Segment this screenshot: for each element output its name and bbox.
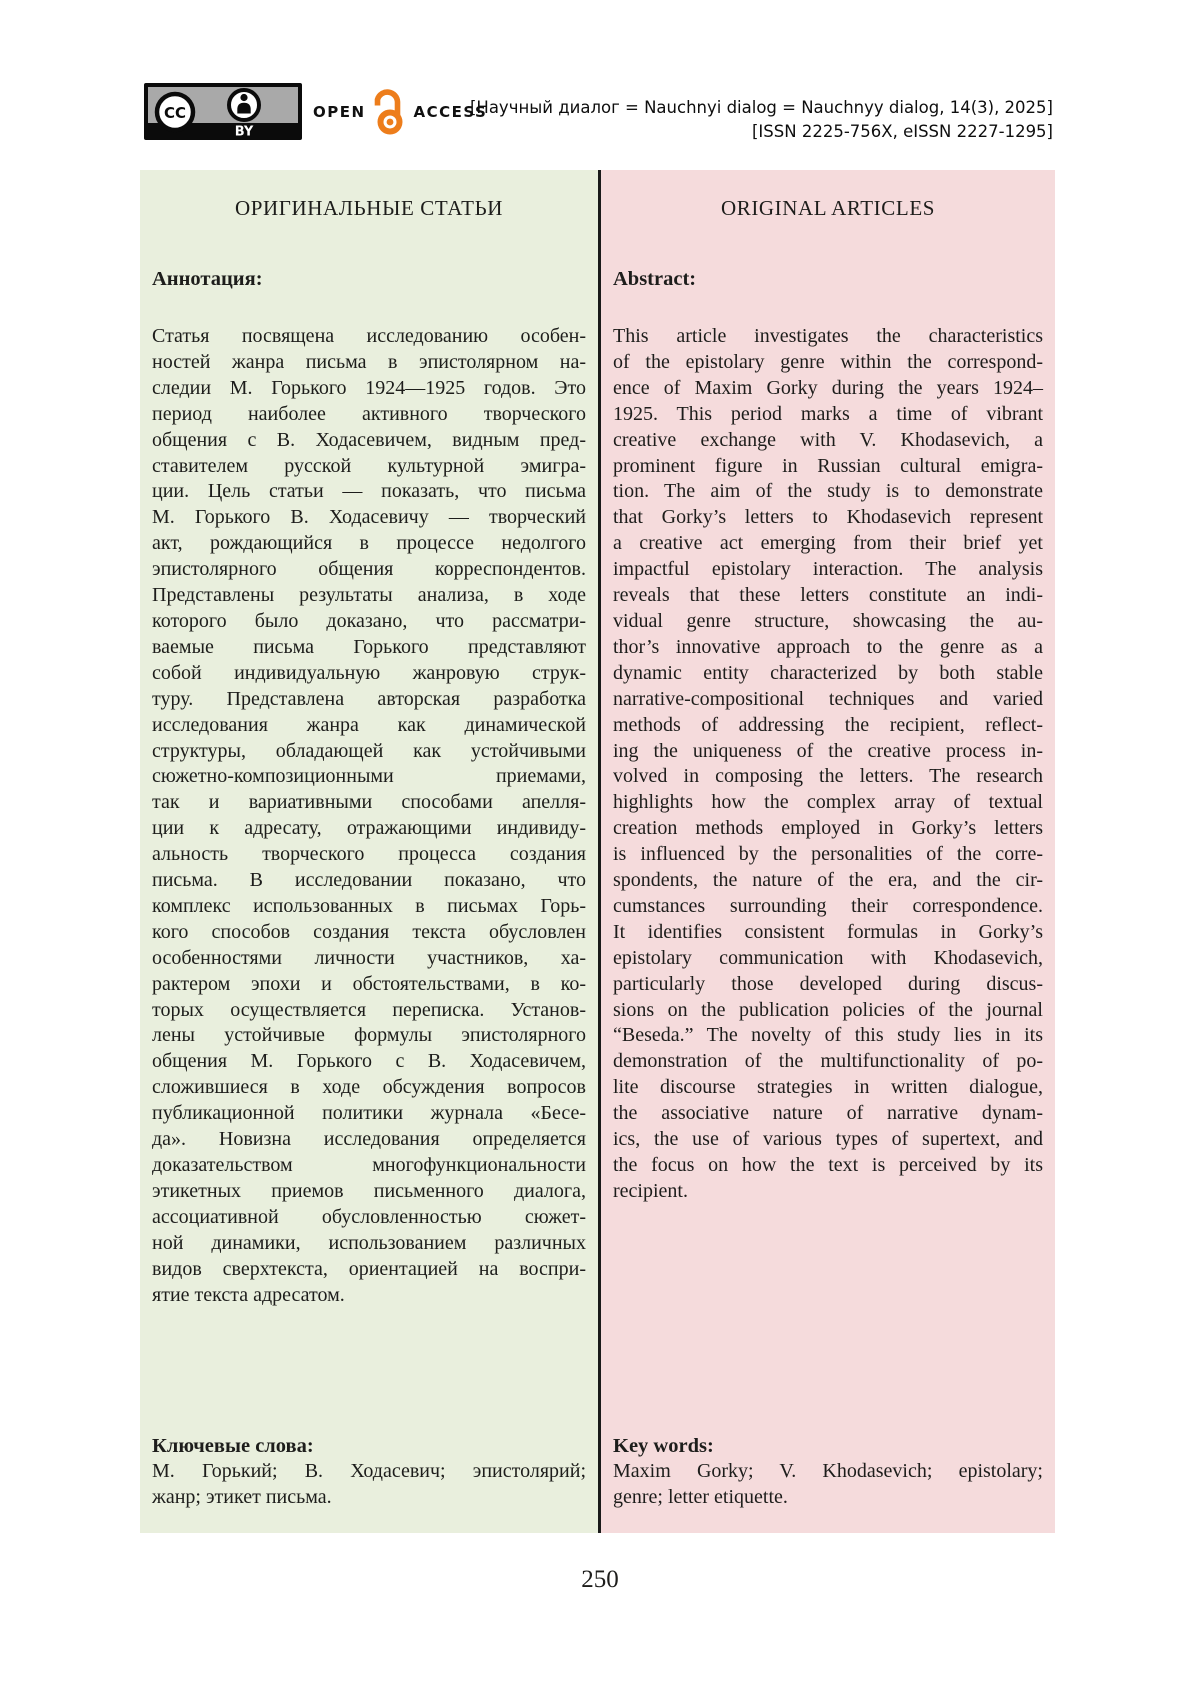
text-line: особенностями личности участников, ха- bbox=[152, 946, 586, 969]
open-label: OPEN bbox=[313, 103, 366, 121]
text-line: a creative act emerging from their brief yet bbox=[613, 532, 1043, 555]
text-line: письма. В исследовании показано, что bbox=[152, 869, 586, 892]
text-line: собой индивидуальную жанровую струк- bbox=[152, 661, 586, 684]
text-line: thor’s innovative approach to the genre as a bbox=[613, 635, 1043, 658]
text-line: cumstances surrounding their correspondence. bbox=[613, 894, 1043, 917]
spacer bbox=[613, 1205, 1043, 1433]
text-line: доказательством многофункциональности bbox=[152, 1154, 586, 1176]
text-line: sions on the publication policies of the journal bbox=[613, 998, 1043, 1021]
text-line: reveals that these letters constitute an indi- bbox=[613, 584, 1043, 607]
text-line: общения М. Горького с В. Ходасевичем, bbox=[152, 1050, 586, 1073]
text-line: methods of addressing the recipient, reflect- bbox=[613, 713, 1043, 736]
text-line: торых осуществляется переписка. Установ- bbox=[152, 998, 586, 1021]
text-line: комплекс использованных в письмах Горь- bbox=[152, 894, 586, 917]
text-line: ностей жанра письма в эпистолярном на- bbox=[152, 350, 586, 373]
text-line: исследования жанра как динамической bbox=[152, 713, 586, 736]
citation-line-1: [Научный диалог = Nauchnyi dialog = Nauchnyy dialog, 14(3), 2025] bbox=[469, 98, 1053, 117]
text-line: да». Новизна исследования определяется bbox=[152, 1128, 586, 1151]
keywords-block-ru bbox=[152, 1433, 586, 1511]
abstract-label-ru: Аннотация: bbox=[152, 268, 263, 290]
text-line: сюжетно-композиционными приемами, bbox=[152, 765, 586, 788]
text-line: epistolary communication with Khodasevich, bbox=[613, 946, 1043, 969]
text-line: период наиболее активного творческого bbox=[152, 402, 586, 425]
text-line: of the epistolary genre within the correspond- bbox=[613, 350, 1043, 373]
text-line: This article investigates the characteristics bbox=[613, 325, 1043, 347]
text-line: the focus on how the text is perceived by its bbox=[613, 1154, 1043, 1176]
text-line: М. Горький; В. Ходасевич; эпистолярий; bbox=[152, 1460, 586, 1483]
english-column bbox=[601, 170, 1055, 1533]
text-line: жанр; этикет письма. bbox=[152, 1486, 332, 1509]
text-line: ence of Maxim Gorky during the years 1924– bbox=[613, 376, 1043, 399]
text-line: volved in composing the letters. The research bbox=[613, 765, 1043, 788]
cc-by-badge bbox=[144, 83, 302, 140]
text-line: creation methods employed in Gorky’s letters bbox=[613, 817, 1043, 840]
text-line: “Beseda.” The novelty of this study lies in its bbox=[613, 1024, 1043, 1047]
text-line: общения с В. Ходасевичем, видным пред- bbox=[152, 428, 586, 451]
text-line: Maxim Gorky; V. Khodasevich; epistolary; bbox=[613, 1460, 1043, 1483]
text-line: Представлены результаты анализа, в ходе bbox=[152, 584, 586, 607]
text-line: ics, the use of various types of supertext, and bbox=[613, 1128, 1043, 1151]
text-line: этикетных приемов письменного диалога, bbox=[152, 1179, 586, 1202]
text-line: так и вариативными способами апелля- bbox=[152, 791, 586, 814]
text-line: структуры, обладающей как устойчивыми bbox=[152, 739, 586, 762]
text-line: creative exchange with V. Khodasevich, a bbox=[613, 428, 1043, 451]
text-line: ции к адресату, отражающими индивиду- bbox=[152, 817, 586, 840]
person-icon bbox=[229, 90, 259, 120]
text-line: ассоциативной обусловленностью сюжет- bbox=[152, 1205, 586, 1228]
text-line: tion. The aim of the study is to demonstrate bbox=[613, 480, 1043, 503]
text-line: the associative nature of narrative dynam- bbox=[613, 1102, 1043, 1125]
abstract-body-en bbox=[613, 324, 1043, 1205]
journal-citation bbox=[470, 96, 1053, 144]
keywords-label-ru: Ключевые слова: bbox=[152, 1435, 314, 1458]
text-line: impactful epistolary interaction. The analysis bbox=[613, 558, 1043, 581]
text-line: ставителем русской культурной эмигра- bbox=[152, 454, 586, 477]
section-title-ru: ОРИГИНАЛЬНЫЕ СТАТЬИ bbox=[234, 196, 504, 220]
open-access-logo bbox=[313, 88, 487, 136]
text-line: видов сверхтекста, ориентацией на воспри- bbox=[152, 1257, 586, 1280]
license-label: BY bbox=[234, 124, 254, 140]
text-line: М. Горького В. Ходасевичу — творческий bbox=[152, 506, 586, 529]
text-line: ной динамики, использованием различных bbox=[152, 1231, 586, 1254]
keywords-block-en bbox=[613, 1433, 1043, 1511]
text-line: narrative-compositional techniques and varied bbox=[613, 687, 1043, 710]
access-label: ACCESS bbox=[413, 103, 488, 121]
abstract-body-ru bbox=[152, 324, 586, 1308]
text-line: vidual genre structure, showcasing the au- bbox=[613, 609, 1043, 632]
keywords-lines-ru bbox=[152, 1459, 586, 1511]
text-line: ваемые письма Горького представляют bbox=[152, 635, 586, 658]
text-line: туру. Представлена авторская разработка bbox=[152, 687, 586, 710]
cc-icon bbox=[157, 94, 193, 130]
text-line: spondents, the nature of the era, and the cir- bbox=[613, 869, 1043, 892]
text-line: highlights how the complex array of textual bbox=[613, 791, 1043, 814]
citation-line-2: [ISSN 2225-756X, eISSN 2227-1295] bbox=[752, 122, 1053, 141]
text-line: dynamic entity characterized by both stable bbox=[613, 661, 1043, 684]
text-line: ing the uniqueness of the creative process in- bbox=[613, 739, 1043, 762]
text-line: is influenced by the personalities of the corre- bbox=[613, 843, 1043, 866]
open-padlock-icon bbox=[372, 89, 408, 135]
abstract-columns bbox=[140, 170, 1055, 1533]
text-line: которого было доказано, что рассматри- bbox=[152, 609, 586, 632]
text-line: prominent figure in Russian cultural emigra- bbox=[613, 454, 1043, 477]
text-line: кого способов создания текста обусловлен bbox=[152, 920, 586, 943]
text-line: сложившиеся в ходе обсуждения вопросов bbox=[152, 1076, 586, 1099]
text-line: demonstration of the multifunctionality of po- bbox=[613, 1050, 1043, 1073]
text-line: акт, рождающийся в процессе недолгого bbox=[152, 532, 586, 555]
russian-column bbox=[140, 170, 598, 1533]
spacer bbox=[152, 1308, 586, 1433]
text-line: Статья посвящена исследованию особен- bbox=[152, 325, 586, 347]
section-title-en: ORIGINAL ARTICLES bbox=[720, 196, 936, 220]
text-line: эпистолярного общения корреспондентов. bbox=[152, 558, 586, 581]
svg-text:CC: CC bbox=[163, 104, 187, 122]
text-line: 1925. This period marks a time of vibrant bbox=[613, 402, 1043, 425]
text-line: лены устойчивые формулы эпистолярного bbox=[152, 1024, 586, 1047]
text-line: следии М. Горького 1924—1925 годов. Это bbox=[152, 376, 586, 399]
abstract-label-en: Abstract: bbox=[613, 268, 697, 290]
text-line: ции. Цель статьи — показать, что письма bbox=[152, 480, 586, 503]
text-line: genre; letter etiquette. bbox=[613, 1486, 788, 1509]
text-line: particularly those developed during discus- bbox=[613, 972, 1043, 995]
keywords-lines-en bbox=[613, 1459, 1043, 1511]
page-number: 250 bbox=[581, 1566, 619, 1593]
text-line: публикационной политики журнала «Бесе- bbox=[152, 1102, 586, 1125]
text-line: ятие текста адресатом. bbox=[152, 1283, 345, 1306]
text-line: рактером эпохи и обстоятельствами, в ко- bbox=[152, 972, 586, 995]
text-line: that Gorky’s letters to Khodasevich represent bbox=[613, 506, 1043, 529]
text-line: recipient. bbox=[613, 1179, 688, 1202]
keywords-label-en: Key words: bbox=[613, 1435, 714, 1458]
text-line: lite discourse strategies in written dialogue, bbox=[613, 1076, 1043, 1099]
text-line: альность творческого процесса создания bbox=[152, 843, 586, 866]
text-line: It identifies consistent formulas in Gorky’s bbox=[613, 920, 1043, 943]
